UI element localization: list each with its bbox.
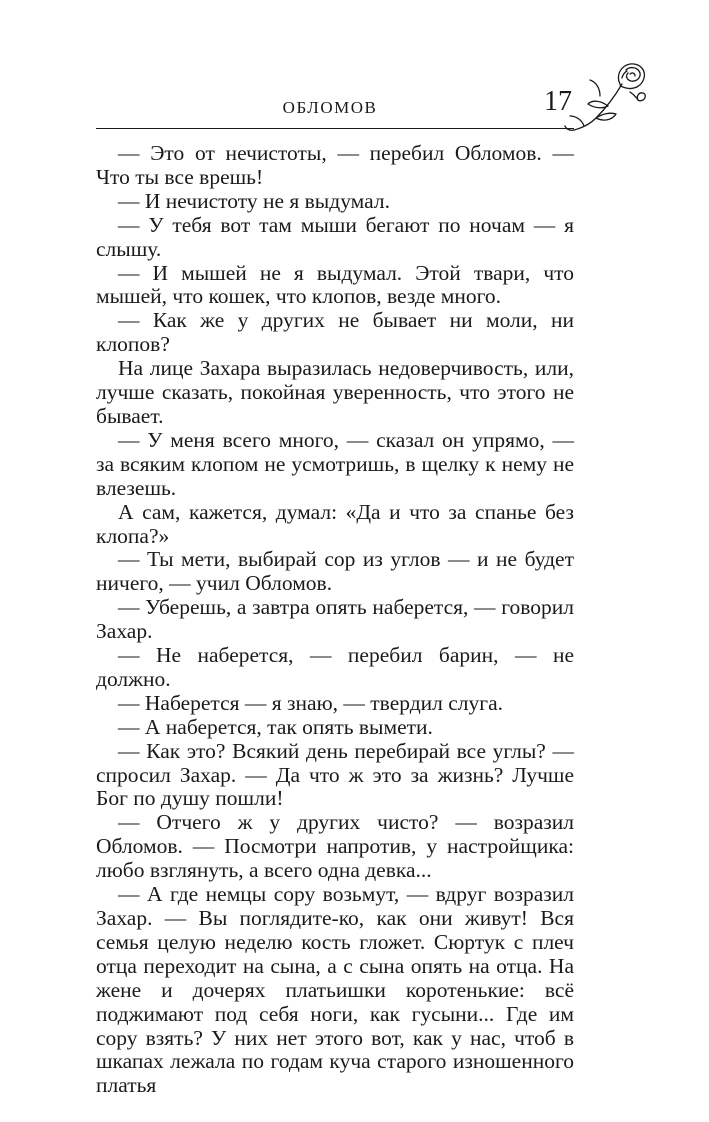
running-title: ОБЛОМОВ (282, 98, 378, 117)
paragraph: — Уберешь, а завтра опять наберется, — говорил Захар. (96, 595, 574, 644)
rose-icon (560, 56, 656, 152)
paragraph: — А где немцы сору возьмут, — вдруг возразил Захар. — Вы поглядите-ко, как они живут! Вся семья целую неделю кость гложет. Сюртук с плеч отца переходит на сына, а с сына опять на отца. На жене и дочерях платьишки коротенькие: всё поджимают под себя ноги, как гусыни... Где им сору взять? У них нет этого вот, как у нас, чтоб в шкапах лежала по годам куча старого изношенного платья (96, 882, 574, 1098)
paragraph: — Это от нечистоты, — перебил Обломов. — Что ты все врешь! (96, 141, 574, 189)
paragraph: А сам, кажется, думал: «Да и что за спанье без клопа?» (96, 499, 574, 548)
running-head (96, 86, 574, 128)
paragraph: — Наберется — я знаю, — твердил слуга. (118, 690, 504, 715)
page-number: 17 (544, 86, 572, 117)
paragraph: — Как это? Всякий день перебирай все углы? — спросил Захар. — Да что ж это за жизнь? Лучше Бог по душу пошли! (96, 738, 574, 811)
paragraph: — Отчего ж у других чисто? — возразил Обломов. — Посмотри напротив, у настройщика: любо взглянуть, а всего одна девка... (96, 810, 574, 883)
paragraph: — Ты мети, выбирай сор из углов — и не будет ничего, — учил Обломов. (96, 547, 574, 596)
paragraph: На лице Захара выразилась недоверчивость, или, лучше сказать, покойная уверенность, что этого не бывает. (96, 356, 574, 428)
paragraph: — У тебя вот там мыши бегают по ночам — я слышу. (96, 212, 574, 261)
header-rule (96, 128, 574, 129)
text-block (96, 142, 574, 1098)
paragraph: — А наберется, так опять вымети. (118, 714, 433, 739)
paragraph: — У меня всего много, — сказал он упрямо, — за всяким клопом не усмотришь, в щелку к нему не влезешь. (96, 427, 574, 500)
paragraph: — Как же у других не бывает ни моли, ни клопов? (96, 308, 574, 357)
paragraph: — И нечистоту не я выдумал. (118, 188, 390, 213)
paragraph: — Не наберется, — перебил барин, — не должно. (96, 643, 574, 691)
paragraph: — И мышей не я выдумал. Этой твари, что мышей, что кошек, что клопов, везде много. (96, 260, 574, 309)
